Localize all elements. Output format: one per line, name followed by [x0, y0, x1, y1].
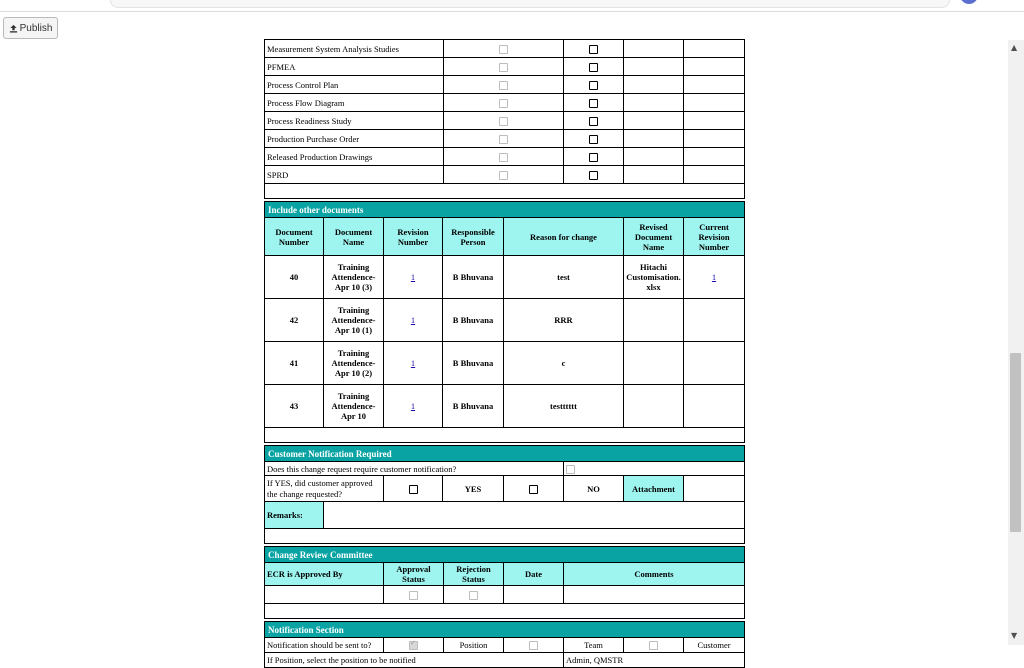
checklist-label: Process Control Plan [265, 76, 444, 94]
checklist-checkbox[interactable] [589, 81, 598, 90]
checklist-row [265, 112, 745, 130]
position-label: Position [444, 638, 504, 653]
column-header: Current Revision Number [684, 218, 745, 256]
section-header-customer-notification: Customer Notification Required [265, 446, 745, 462]
table-row [265, 342, 745, 385]
current-revision [684, 385, 745, 428]
section-header-notification: Notification Section [265, 622, 745, 638]
checklist-label: Production Purchase Order [265, 130, 444, 148]
other-documents-header-row [265, 218, 745, 256]
remarks-label: Remarks: [265, 502, 324, 529]
checklist-checkbox-disabled [499, 99, 508, 108]
checklist-checkbox[interactable] [589, 117, 598, 126]
position-select-label: If Position, select the position to be notified [265, 653, 564, 668]
revision-link[interactable]: 1 [410, 401, 416, 411]
spacer-row [265, 184, 745, 199]
document-name: Training Attendence- Apr 10 (1) [324, 299, 384, 342]
checklist-checkbox-disabled [499, 63, 508, 72]
document-name: Training Attendence- Apr 10 (2) [324, 342, 384, 385]
customer-approved-question: If YES, did customer approved the change requested? [265, 476, 384, 502]
responsible-person: B Bhuvana [443, 256, 504, 299]
notification-question: Notification should be sent to? [265, 638, 384, 653]
scroll-up-icon[interactable]: ▲ [1011, 43, 1018, 52]
document-number: 41 [265, 342, 324, 385]
document-number: 40 [265, 256, 324, 299]
responsible-person: B Bhuvana [443, 342, 504, 385]
checklist-checkbox-disabled [499, 153, 508, 162]
checklist-label: Process Flow Diagram [265, 94, 444, 112]
team-label: Team [564, 638, 624, 653]
team-checkbox[interactable] [529, 641, 538, 650]
no-checkbox[interactable] [529, 485, 538, 494]
customer-notification-question: Does this change request require customer notification? [265, 462, 564, 476]
avatar[interactable] [960, 0, 978, 4]
responsible-person: B Bhuvana [443, 299, 504, 342]
attachment-cell[interactable] [684, 476, 745, 502]
current-revision-link[interactable]: 1 [711, 272, 717, 282]
browser-top-bar [0, 0, 1024, 12]
checklist-checkbox[interactable] [589, 63, 598, 72]
spacer-row [265, 604, 745, 619]
table-row [265, 586, 745, 604]
reason-for-change: c [504, 342, 624, 385]
comments-cell [564, 586, 745, 604]
column-header: Responsible Person [443, 218, 504, 256]
column-header: ECR is Approved By [265, 563, 384, 586]
checklist-checkbox-disabled [499, 117, 508, 126]
vertical-scrollbar[interactable] [1008, 40, 1024, 645]
current-revision [684, 299, 745, 342]
form-content [264, 40, 744, 668]
customer-notification-checkbox[interactable] [566, 465, 575, 474]
checklist-checkbox-disabled [499, 171, 508, 180]
revision-link[interactable]: 1 [410, 315, 416, 325]
table-row [265, 299, 745, 342]
column-header: Approval Status [384, 563, 444, 586]
approval-status-checkbox[interactable] [409, 591, 418, 600]
checklist-label: PFMEA [265, 58, 444, 76]
spacer-row [265, 428, 745, 443]
section-header-other-documents: Include other documents [265, 202, 745, 218]
no-label: NO [564, 476, 624, 502]
checklist-row [265, 58, 745, 76]
reason-for-change: test [504, 256, 624, 299]
column-header: Rejection Status [444, 563, 504, 586]
checklist-checkbox[interactable] [589, 99, 598, 108]
checklist-checkbox[interactable] [589, 171, 598, 180]
column-header: Document Number [265, 218, 324, 256]
revised-document-name [624, 299, 684, 342]
yes-checkbox[interactable] [409, 485, 418, 494]
upload-icon [9, 24, 18, 33]
position-checkbox[interactable] [409, 641, 418, 650]
date-cell [504, 586, 564, 604]
publish-button[interactable] [3, 17, 58, 39]
revision-link[interactable]: 1 [410, 272, 416, 282]
column-header: Revision Number [384, 218, 443, 256]
revised-document-name [624, 342, 684, 385]
table-row [265, 256, 745, 299]
scroll-down-icon[interactable]: ▼ [1011, 631, 1018, 640]
document-name: Training Attendence- Apr 10 [324, 385, 384, 428]
other-documents-table [264, 201, 745, 443]
notification-section-table [264, 621, 745, 668]
section-header-change-review-committee: Change Review Committee [265, 547, 745, 563]
checklist-checkbox-disabled [499, 45, 508, 54]
checklist-row [265, 40, 745, 58]
checklist-label: SPRD [265, 166, 444, 184]
revised-document-name: Hitachi Customisation. xlsx [624, 256, 684, 299]
checklist-checkbox-disabled [499, 81, 508, 90]
checklist-row [265, 130, 745, 148]
column-header: Reason for change [504, 218, 624, 256]
reason-for-change: RRR [504, 299, 624, 342]
checklist-checkbox[interactable] [589, 45, 598, 54]
yes-label: YES [443, 476, 504, 502]
customer-notification-table [264, 445, 745, 544]
column-header: Comments [564, 563, 745, 586]
customer-label: Customer [684, 638, 745, 653]
document-checklist-table [264, 39, 745, 199]
document-number: 43 [265, 385, 324, 428]
revised-document-name [624, 385, 684, 428]
checklist-row [265, 94, 745, 112]
change-review-committee-table [264, 546, 745, 619]
position-select-value[interactable]: Admin, QMSTR [564, 653, 745, 668]
checklist-row [265, 76, 745, 94]
checklist-row [265, 148, 745, 166]
checklist-label: Process Readiness Study [265, 112, 444, 130]
customer-checkbox[interactable] [649, 641, 658, 650]
checklist-checkbox[interactable] [589, 153, 598, 162]
column-header: Revised Document Name [624, 218, 684, 256]
checklist-checkbox[interactable] [589, 135, 598, 144]
responsible-person: B Bhuvana [443, 385, 504, 428]
document-name: Training Attendence- Apr 10 (3) [324, 256, 384, 299]
address-bar[interactable] [110, 0, 950, 8]
checklist-label: Measurement System Analysis Studies [265, 40, 444, 58]
form-scroll-area[interactable] [0, 40, 1008, 665]
table-row [265, 385, 745, 428]
checklist-row [265, 166, 745, 184]
reason-for-change: testttttt [504, 385, 624, 428]
remarks-input[interactable] [324, 502, 745, 529]
column-header: Document Name [324, 218, 384, 256]
checklist-checkbox-disabled [499, 135, 508, 144]
publish-label: Publish [19, 22, 53, 34]
revision-link[interactable]: 1 [410, 358, 416, 368]
attachment-label[interactable]: Attachment [624, 476, 684, 502]
document-number: 42 [265, 299, 324, 342]
rejection-status-checkbox[interactable] [469, 591, 478, 600]
column-header: Date [504, 563, 564, 586]
checklist-label: Released Production Drawings [265, 148, 444, 166]
approved-by-cell [265, 586, 384, 604]
current-revision [684, 342, 745, 385]
spacer-row [265, 529, 745, 544]
scrollbar-thumb[interactable] [1010, 353, 1021, 532]
